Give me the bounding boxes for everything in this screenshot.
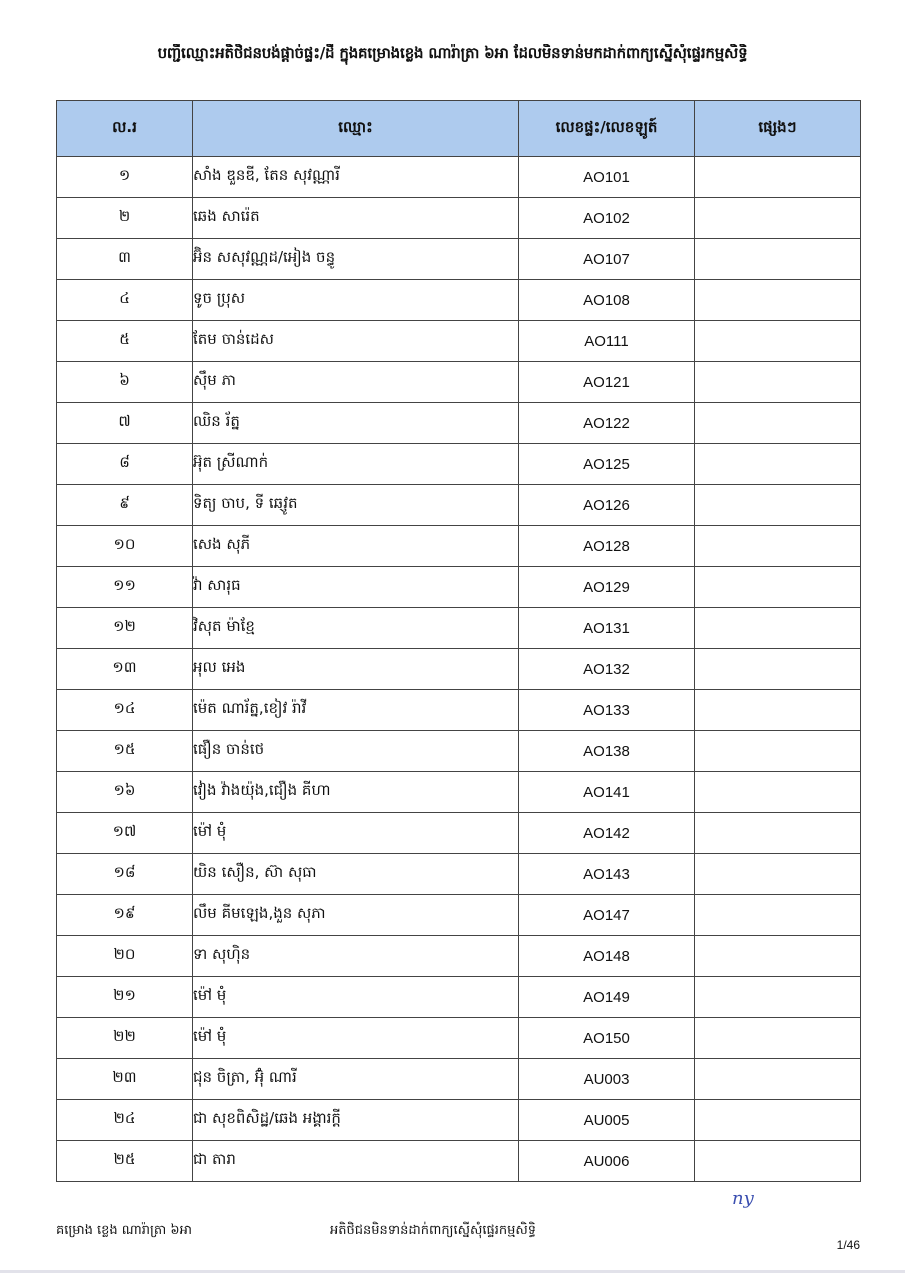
house-lot-code-cell: AO142 — [519, 813, 695, 854]
house-lot-code-cell: AO138 — [519, 731, 695, 772]
other-notes-cell — [695, 198, 861, 239]
customer-table — [56, 100, 861, 1182]
table-row — [57, 526, 861, 567]
house-lot-code-cell: AU003 — [519, 1059, 695, 1100]
table-row — [57, 977, 861, 1018]
customer-name-cell: យិន សឿន, ស៊ា សុធា — [193, 854, 519, 895]
house-lot-code-cell: AO128 — [519, 526, 695, 567]
house-lot-code-cell: AU005 — [519, 1100, 695, 1141]
other-notes-cell — [695, 1018, 861, 1059]
row-number-cell: ៥ — [57, 321, 193, 362]
customer-name-cell: ឆេង សារ៉េត — [193, 198, 519, 239]
row-number-cell: ១៣ — [57, 649, 193, 690]
other-notes-cell — [695, 731, 861, 772]
table-row — [57, 813, 861, 854]
other-notes-cell — [695, 772, 861, 813]
table-row — [57, 485, 861, 526]
footer-note: អតិថិជនមិនទាន់ដាក់ពាក្យស្នើសុំផ្ទេរកម្មសិទ្ធិ — [330, 1223, 537, 1238]
table-row — [57, 321, 861, 362]
other-notes-cell — [695, 690, 861, 731]
footer-project-name: គម្រោង ខ្លេង ណារ៉ាត្រា ៦អា — [56, 1223, 192, 1238]
table-row — [57, 444, 861, 485]
other-notes-cell — [695, 813, 861, 854]
house-lot-code-cell: AO133 — [519, 690, 695, 731]
house-lot-code-cell: AO121 — [519, 362, 695, 403]
row-number-cell: ២៤ — [57, 1100, 193, 1141]
customer-name-cell: ម៉ៅ មុំ — [193, 813, 519, 854]
other-notes-cell — [695, 608, 861, 649]
other-notes-cell — [695, 649, 861, 690]
document-title: បញ្ជីឈ្មោះអតិថិជនបង់ផ្តាច់ផ្ទះ/ដី ក្នុងគម្រោងខ្លេង ណារ៉ាត្រា ៦អា ដែលមិនទាន់មកដាក់ពាក្យស្នើសុំផ្ទេរកម្មសិទ្ធិ — [157, 44, 748, 62]
row-number-cell: ៤ — [57, 280, 193, 321]
table-row — [57, 157, 861, 198]
other-notes-cell — [695, 1100, 861, 1141]
customer-name-cell: លឹម គីមឡេង,ងួន សុភា — [193, 895, 519, 936]
house-lot-code-cell: AO131 — [519, 608, 695, 649]
row-number-cell: ២ — [57, 198, 193, 239]
customer-name-cell: ម៉ៅ មុំ — [193, 977, 519, 1018]
row-number-cell: ៣ — [57, 239, 193, 280]
row-number-cell: ២១ — [57, 977, 193, 1018]
table-row — [57, 608, 861, 649]
row-number-cell: ១៧ — [57, 813, 193, 854]
row-number-cell: ៨ — [57, 444, 193, 485]
house-lot-code-cell: AO125 — [519, 444, 695, 485]
table-row — [57, 1100, 861, 1141]
house-lot-code-cell: AU006 — [519, 1141, 695, 1182]
row-number-cell: ២២ — [57, 1018, 193, 1059]
customer-name-cell: វ៉ា សារុធ — [193, 567, 519, 608]
customer-name-cell: អ៊ិន សសុវណ្ណដ/អៀង ចន្ធូ — [193, 239, 519, 280]
other-notes-cell — [695, 321, 861, 362]
customer-name-cell: អុល អេង — [193, 649, 519, 690]
row-number-cell: ១១ — [57, 567, 193, 608]
other-notes-cell — [695, 1059, 861, 1100]
house-lot-code-cell: AO150 — [519, 1018, 695, 1059]
other-notes-cell — [695, 485, 861, 526]
house-lot-code-cell: AO143 — [519, 854, 695, 895]
other-notes-cell — [695, 854, 861, 895]
house-lot-code-cell: AO132 — [519, 649, 695, 690]
row-number-cell: ១ — [57, 157, 193, 198]
other-notes-cell — [695, 280, 861, 321]
table-row — [57, 1059, 861, 1100]
other-notes-cell — [695, 403, 861, 444]
customer-name-cell: ម៉េត ណារ័ត្ន,ខៀវ រ៉ាវី — [193, 690, 519, 731]
customer-name-cell: ជា តារា — [193, 1141, 519, 1182]
handwritten-initials: ny — [732, 1188, 754, 1209]
column-header-name: ឈ្មោះ — [193, 101, 519, 157]
house-lot-code-cell: AO148 — [519, 936, 695, 977]
house-lot-code-cell: AO149 — [519, 977, 695, 1018]
row-number-cell: ១៦ — [57, 772, 193, 813]
house-lot-code-cell: AO101 — [519, 157, 695, 198]
row-number-cell: ៩ — [57, 485, 193, 526]
row-number-cell: ២៥ — [57, 1141, 193, 1182]
other-notes-cell — [695, 157, 861, 198]
table-row — [57, 403, 861, 444]
column-header-house-lot-number: លេខផ្ទះ/លេខឡូត៍ — [519, 101, 695, 157]
column-header-number: ល.រ — [57, 101, 193, 157]
other-notes-cell — [695, 239, 861, 280]
customer-name-cell: ទា សុហ៊ិន — [193, 936, 519, 977]
house-lot-code-cell: AO102 — [519, 198, 695, 239]
row-number-cell: ១០ — [57, 526, 193, 567]
row-number-cell: ១៤ — [57, 690, 193, 731]
house-lot-code-cell: AO107 — [519, 239, 695, 280]
house-lot-code-cell: AO141 — [519, 772, 695, 813]
customer-name-cell: ទូច ប្រុស — [193, 280, 519, 321]
other-notes-cell — [695, 444, 861, 485]
customer-name-cell: វិសុត ម៉ាខ្មែ — [193, 608, 519, 649]
row-number-cell: ៦ — [57, 362, 193, 403]
table-header-row — [57, 101, 861, 157]
customer-name-cell: សេង សុភី — [193, 526, 519, 567]
table-row — [57, 1141, 861, 1182]
house-lot-code-cell: AO129 — [519, 567, 695, 608]
row-number-cell: ២០ — [57, 936, 193, 977]
other-notes-cell — [695, 362, 861, 403]
other-notes-cell — [695, 977, 861, 1018]
other-notes-cell — [695, 895, 861, 936]
other-notes-cell — [695, 1141, 861, 1182]
row-number-cell: ១៨ — [57, 854, 193, 895]
column-header-other: ផ្សេងៗ — [695, 101, 861, 157]
other-notes-cell — [695, 526, 861, 567]
table-row — [57, 1018, 861, 1059]
row-number-cell: ២៣ — [57, 1059, 193, 1100]
customer-name-cell: តែម ចាន់ដេស — [193, 321, 519, 362]
customer-name-cell: ជុន ចិត្រា, អ៊ុំ ណារី — [193, 1059, 519, 1100]
table-row — [57, 649, 861, 690]
customer-name-cell: សាំង ឌួនឌី, តែន សុវណ្ណារី — [193, 157, 519, 198]
row-number-cell: ១២ — [57, 608, 193, 649]
table-row — [57, 731, 861, 772]
table-row — [57, 854, 861, 895]
customer-name-cell: អ៊ុត ស្រីណាក់ — [193, 444, 519, 485]
customer-name-cell: ឈិន រ័ត្ន — [193, 403, 519, 444]
house-lot-code-cell: AO147 — [519, 895, 695, 936]
house-lot-code-cell: AO122 — [519, 403, 695, 444]
table-row — [57, 280, 861, 321]
table-row — [57, 690, 861, 731]
row-number-cell: ១៥ — [57, 731, 193, 772]
customer-name-cell: ម៉ៅ មុំ — [193, 1018, 519, 1059]
customer-name-cell: វៀង វ៉ាងយ៉ុង,ជឿង គីហា — [193, 772, 519, 813]
table-row — [57, 936, 861, 977]
table-row — [57, 567, 861, 608]
row-number-cell: ៧ — [57, 403, 193, 444]
page-number: 1/46 — [836, 1238, 860, 1252]
house-lot-code-cell: AO126 — [519, 485, 695, 526]
customer-name-cell: ផឿន ចាន់ថេ — [193, 731, 519, 772]
table-row — [57, 198, 861, 239]
row-number-cell: ១៩ — [57, 895, 193, 936]
customer-name-cell: ទិត្យ ចាប, ទី ឆេវ្ញូត — [193, 485, 519, 526]
customer-name-cell: ស៊ឹម ភា — [193, 362, 519, 403]
house-lot-code-cell: AO108 — [519, 280, 695, 321]
other-notes-cell — [695, 936, 861, 977]
other-notes-cell — [695, 567, 861, 608]
table-row — [57, 772, 861, 813]
table-row — [57, 239, 861, 280]
customer-name-cell: ជា សុខពិសិដ្ឋ/ឆេង អង្គារក្តី — [193, 1100, 519, 1141]
house-lot-code-cell: AO111 — [519, 321, 695, 362]
table-row — [57, 362, 861, 403]
table-row — [57, 895, 861, 936]
bottom-divider — [0, 1270, 905, 1273]
